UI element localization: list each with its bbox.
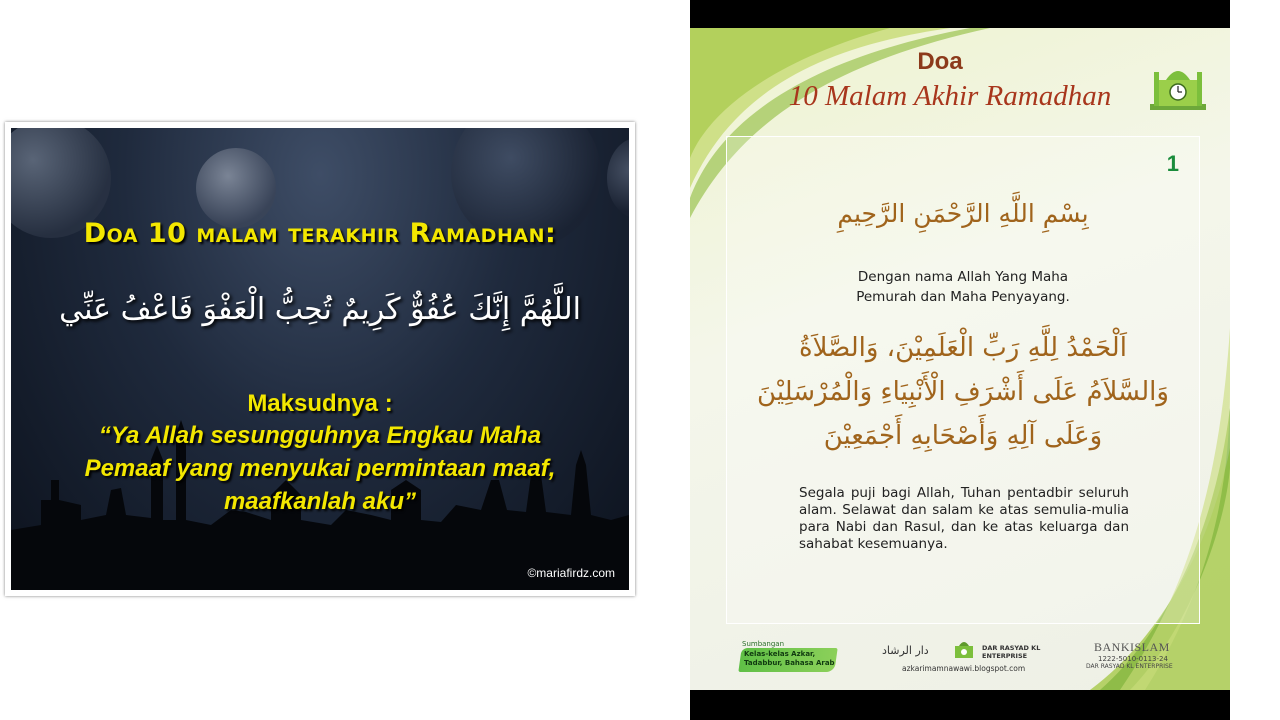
poster-title: Doa xyxy=(917,48,963,75)
poster-footer xyxy=(690,628,1230,690)
bank-logo: BANKISLAM xyxy=(1094,640,1170,654)
bismillah-arabic: بِسْمِ اللَّهِ الرَّحْمَنِ الرَّحِيمِ xyxy=(837,199,1089,228)
poster-frame xyxy=(690,0,1230,720)
bank-account-number: 1222-5010-0113-24 xyxy=(1098,655,1168,663)
doa-arabic-line: وَعَلَى آلِهِ وَأَصْحَابِهِ أَجْمَعِيْنَ xyxy=(823,421,1103,451)
translation-line: “Ya Allah sesungguhnya Engkau Maha xyxy=(98,422,542,449)
moon-decoration xyxy=(196,148,276,228)
bank-account-holder: DAR RASYAD KL ENTERPRISE xyxy=(1086,663,1173,670)
sponsor-label: Sumbangan xyxy=(742,640,785,648)
planet-decoration xyxy=(607,138,629,218)
page-number: 1 xyxy=(1166,151,1179,176)
poster-subtitle: 10 Malam Akhir Ramadhan xyxy=(788,80,1112,112)
night-sky-background xyxy=(11,128,629,590)
doa-image-card xyxy=(5,122,635,596)
translation-line: Pemaaf yang menyukai permintaan maaf, xyxy=(84,455,556,482)
doa-arabic-text: اللَّهُمَّ إِنَّكَ عُفُوٌّ كَرِيمٌ تُحِبُّ الْعَفْوَ فَاعْفُ عَنِّي xyxy=(59,292,581,327)
doa-arabic-line: اَلْحَمْدُ لِلَّهِ رَبِّ الْعَلَمِيْنَ، وَالصَّلاَةُ xyxy=(799,333,1127,363)
sponsor-text: Kelas-kelas Azkar, Tadabbur, Bahasa Arab xyxy=(744,650,835,667)
meaning-label: Maksudnya : xyxy=(247,390,393,417)
bismillah-meaning xyxy=(727,267,1199,307)
copyright-watermark: ©mariafirdz.com xyxy=(527,566,615,580)
mosque-clock-icon xyxy=(1146,58,1210,114)
publisher-name: DAR RASYAD KL ENTERPRISE xyxy=(982,644,1041,660)
publisher-url: azkarimamnawawi.blogspot.com xyxy=(902,664,1026,673)
translation-line: maafkanlah aku” xyxy=(223,488,417,515)
doa-meaning: Segala puji bagi Allah, Tuhan pentadbir seluruh alam. Selawat dan salam ke atas semulia-mulia para Nabi dan Rasul, dan ke atas keluarga dan sahabat kesemuanya. xyxy=(799,485,1129,552)
doa-poster xyxy=(690,28,1230,690)
publisher-logo-icon xyxy=(952,638,976,660)
doa-arabic-line: وَالسَّلاَمُ عَلَى أَشْرَفِ الْأَنْبِيَاءِ وَالْمُرْسَلِيْنَ xyxy=(757,377,1169,407)
bismillah-meaning-text: Dengan nama Allah Yang Maha Pemurah dan Maha Penyayang. xyxy=(856,269,1070,305)
doa-title: Doa 10 malam terakhir Ramadhan: xyxy=(83,218,557,249)
publisher-arabic-name: دار الرشاد xyxy=(882,644,929,657)
doa-content-box xyxy=(726,136,1200,624)
